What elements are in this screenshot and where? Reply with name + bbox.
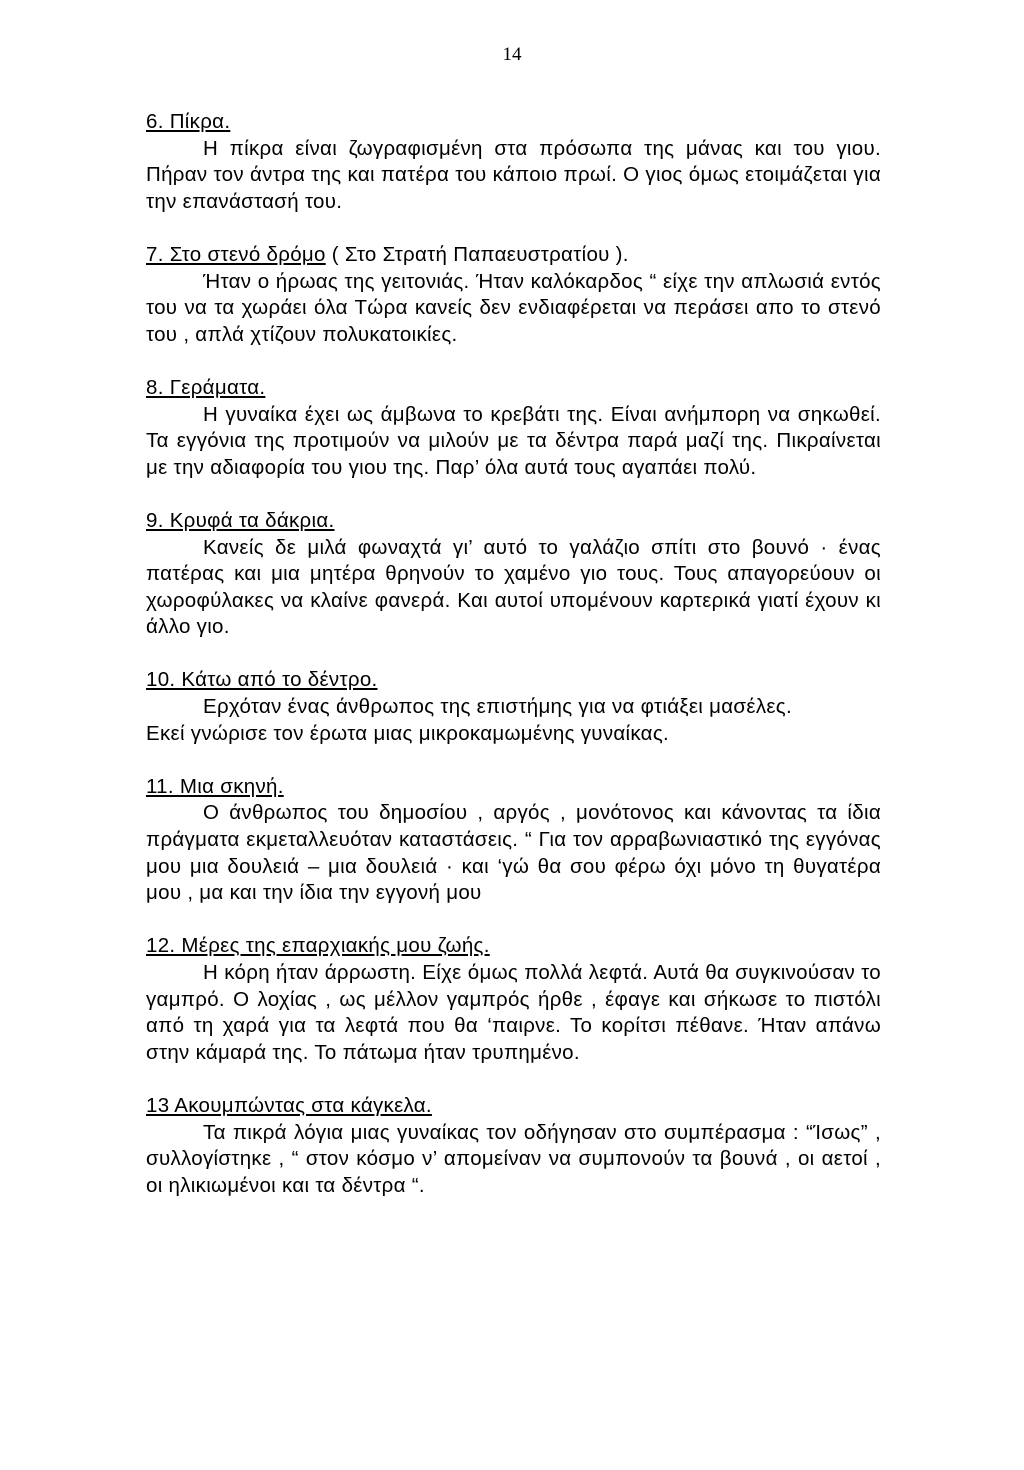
section-heading: 10. Κάτω από το δέντρο. — [146, 668, 378, 692]
section-text: Η γυναίκα έχει ως άμβωνα το κρεβάτι της. Είναι ανήμπορη να σηκωθεί. Τα εγγόνια της προτιμούν να μιλούν με τα δέντρα παρά μαζί της. Πικραίνεται με την αδιαφορία του γιου της. Παρ’ όλα αυτά τους αγαπάει πολύ. — [146, 402, 881, 479]
section-heading: 9. Κρυφά τα δάκρια. — [146, 508, 335, 532]
section-heading: 7. Στο στενό δρόμο — [146, 242, 326, 266]
section-8 — [146, 375, 881, 481]
section-text: Κανείς δε μιλά φωναχτά γι’ αυτό το γαλάζιο σπίτι στο βουνό · ένας πατέρας και μια μητέρα θρηνούν το χαμένο γιο τους. Τους απαγορεύουν οι χωροφύλακες να κλαίνε φανερά. Και αυτοί υπομένουν καρτερικά γιατί έχουν κι άλλο γιο. — [146, 535, 881, 639]
section-7 — [146, 242, 881, 348]
section-10 — [146, 667, 881, 747]
section-heading: 8. Γεράματα. — [146, 375, 266, 399]
section-heading: 6. Πίκρα. — [146, 110, 231, 133]
section-11 — [146, 774, 881, 907]
section-text-line: Ερχόταν ένας άνθρωπος της επιστήμης για να φτιάξει μασέλες. — [203, 695, 792, 719]
section-dedication: ( Στο Στρατή Παπαευστρατίου ). — [325, 242, 629, 266]
section-13 — [146, 1093, 881, 1199]
section-heading: 12. Μέρες της επαρχιακής μου ζωής. — [146, 934, 490, 958]
section-text: Τα πικρά λόγια μιας γυναίκας τον οδήγησαν στο συμπέρασμα : “Ίσως” , συλλογίστηκε , “ στον κόσμο ν’ απομείναν να συμπονούν τα βουνά , οι αετοί , οι ηλικιωμένοι και τα δέντρα “. — [146, 1120, 881, 1197]
page-number: 14 — [502, 44, 522, 65]
section-text-line: Εκεί γνώρισε τον έρωτα μιας μικροκαμωμένης γυναίκας. — [146, 721, 670, 745]
section-heading: 13 Ακουμπώντας στα κάγκελα. — [146, 1093, 432, 1117]
section-text: Ήταν ο ήρωας της γειτονιάς. Ήταν καλόκαρδος “ είχε την απλωσιά εντός του να τα χωράει όλα Τώρα κανείς δεν ενδιαφέρεται να περάσει απο το στενό του , απλά χτίζουν πολυκατοικίες. — [146, 269, 881, 346]
section-heading: 11. Μια σκηνή. — [146, 774, 284, 798]
section-9 — [146, 508, 881, 641]
document-body — [146, 109, 881, 1226]
section-text: Ο άνθρωπος του δημοσίου , αργός , μονότονος και κάνοντας τα ίδια πράγματα εκμεταλλευόταν καταστάσεις. “ Για τον αρραβωνιαστικό της εγγόνας μου μια δουλειά – μια δουλειά · και ‘γώ θα σου φέρω όχι μόνο τη θυγατέρα μου , μα και την ίδια την εγγονή μου — [146, 801, 881, 905]
section-6 — [146, 109, 881, 215]
section-12 — [146, 933, 881, 1066]
section-text: Η πίκρα είναι ζωγραφισμένη στα πρόσωπα της μάνας και του γιου. Πήραν τον άντρα της και πατέρα του κάποιο πρωί. Ο γιος όμως ετοιμάζεται για την επανάστασή του. — [146, 136, 881, 213]
section-heading-line — [146, 242, 881, 269]
section-text: Η κόρη ήταν άρρωστη. Είχε όμως πολλά λεφτά. Αυτά θα συγκινούσαν το γαμπρό. Ο λοχίας , ως μέλλον γαμπρός ήρθε , έφαγε και σήκωσε το πιστόλι από τη χαρά για τα λεφτά που θα ‘παιρνε. Το κορίτσι πέθανε. Ήταν απάνω στην κάμαρά της. Το πάτωμα ήταν τρυπημένο. — [146, 961, 881, 1064]
